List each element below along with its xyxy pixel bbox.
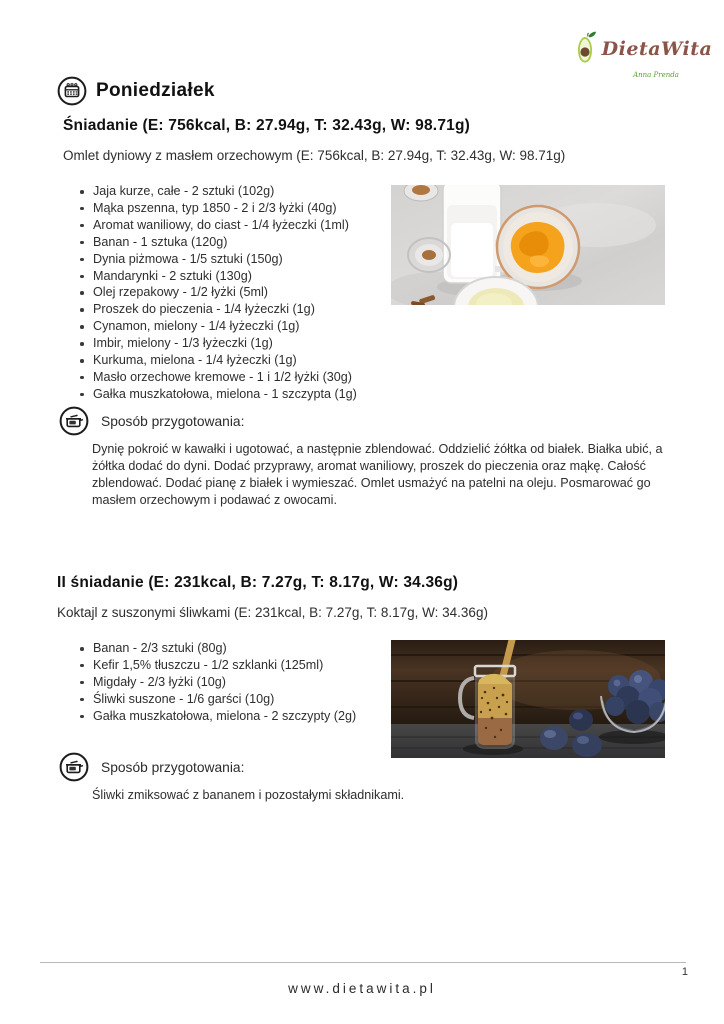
- page-number: 1: [681, 966, 688, 978]
- ingredient-item: Migdały - 2/3 łyżki (10g): [80, 674, 385, 691]
- ingredient-item: Kurkuma, mielona - 1/4 łyżeczki (1g): [80, 352, 385, 369]
- page-title: Poniedziałek: [96, 80, 215, 101]
- cooking-pot-icon: [59, 752, 89, 782]
- meal-1-prep-header: [59, 406, 244, 436]
- meal-1-photo: [391, 185, 665, 305]
- day-header: [57, 76, 215, 106]
- meal-1-ingredient-list: [80, 183, 385, 403]
- ingredient-item: Aromat waniliowy, do ciast - 1/4 łyżeczki (1ml): [80, 217, 385, 234]
- meal-2-photo: [391, 640, 665, 758]
- ingredient-item: Gałka muszkatołowa, mielona - 1 szczypta (1g): [80, 386, 385, 403]
- ingredient-item: Mąka pszenna, typ 1850 - 2 i 2/3 łyżki (40g): [80, 200, 385, 217]
- meal-2-ingredient-list: [80, 640, 385, 725]
- ingredient-item: Banan - 2/3 sztuki (80g): [80, 640, 385, 657]
- footer-divider: [40, 962, 686, 963]
- meal-2-prep-header: [59, 752, 244, 782]
- ingredient-item: Masło orzechowe kremowe - 1 i 1/2 łyżki (30g): [80, 369, 385, 386]
- ingredient-item: Kefir 1,5% tłuszczu - 1/2 szklanki (125ml): [80, 657, 385, 674]
- brand-tagline: Anna Prenda: [633, 71, 679, 79]
- brand-logo: [582, 30, 713, 79]
- prep-label: Sposób przygotowania:: [101, 413, 245, 429]
- ingredient-item: Śliwki suszone - 1/6 garści (10g): [80, 691, 385, 708]
- ingredient-item: Banan - 1 sztuka (120g): [80, 234, 385, 251]
- ingredient-item: Olej rzepakowy - 1/2 łyżki (5ml): [80, 284, 385, 301]
- avocado-icon: [572, 30, 598, 69]
- ingredient-item: Dynia piżmowa - 1/5 sztuki (150g): [80, 251, 385, 268]
- footer-url: www.dietawita.pl: [288, 981, 436, 996]
- meal-2-heading: II śniadanie (E: 231kcal, B: 7.27g, T: 8.17g, W: 34.36g): [57, 574, 459, 591]
- ingredient-item: Gałka muszkatołowa, mielona - 2 szczypty (2g): [80, 708, 385, 725]
- ingredient-item: Proszek do pieczenia - 1/4 łyżeczki (1g): [80, 301, 385, 318]
- meal-2-title: Koktajl z suszonymi śliwkami (E: 231kcal, B: 7.27g, T: 8.17g, W: 34.36g): [57, 605, 488, 620]
- meal-1-title: Omlet dyniowy z masłem orzechowym (E: 756kcal, B: 27.94g, T: 32.43g, W: 98.71g): [63, 148, 566, 163]
- cooking-pot-icon: [59, 406, 89, 436]
- ingredient-item: Cynamon, mielony - 1/4 łyżeczki (1g): [80, 318, 385, 335]
- meal-1-prep-text: Dynię pokroić w kawałki i ugotować, a następnie zblendować. Oddzielić żółtka od białek. Białka ubić, a żółtka dodać do dyni. Dodać przyprawy, aromat waniliowy, proszek do pieczenia oraz mąkę. Całość zblendować. Dodać pianę z białek i wymieszać. Omlet usmażyć na patelni na oleju. Posmarować go masłem orzechowym i podawać z owocami.: [92, 442, 663, 507]
- ingredient-item: Imbir, mielony - 1/3 łyżeczki (1g): [80, 335, 385, 352]
- meal-1-heading: Śniadanie (E: 756kcal, B: 27.94g, T: 32.43g, W: 98.71g): [63, 117, 470, 134]
- calendar-icon: [57, 76, 87, 106]
- ingredient-item: Jaja kurze, całe - 2 sztuki (102g): [80, 183, 385, 200]
- ingredient-item: Mandarynki - 2 sztuki (130g): [80, 268, 385, 285]
- prep-label: Sposób przygotowania:: [101, 759, 245, 775]
- meal-2-prep-text: Śliwki zmiksować z bananem i pozostałymi składnikami.: [92, 788, 405, 802]
- brand-name: DietaWita: [601, 38, 713, 60]
